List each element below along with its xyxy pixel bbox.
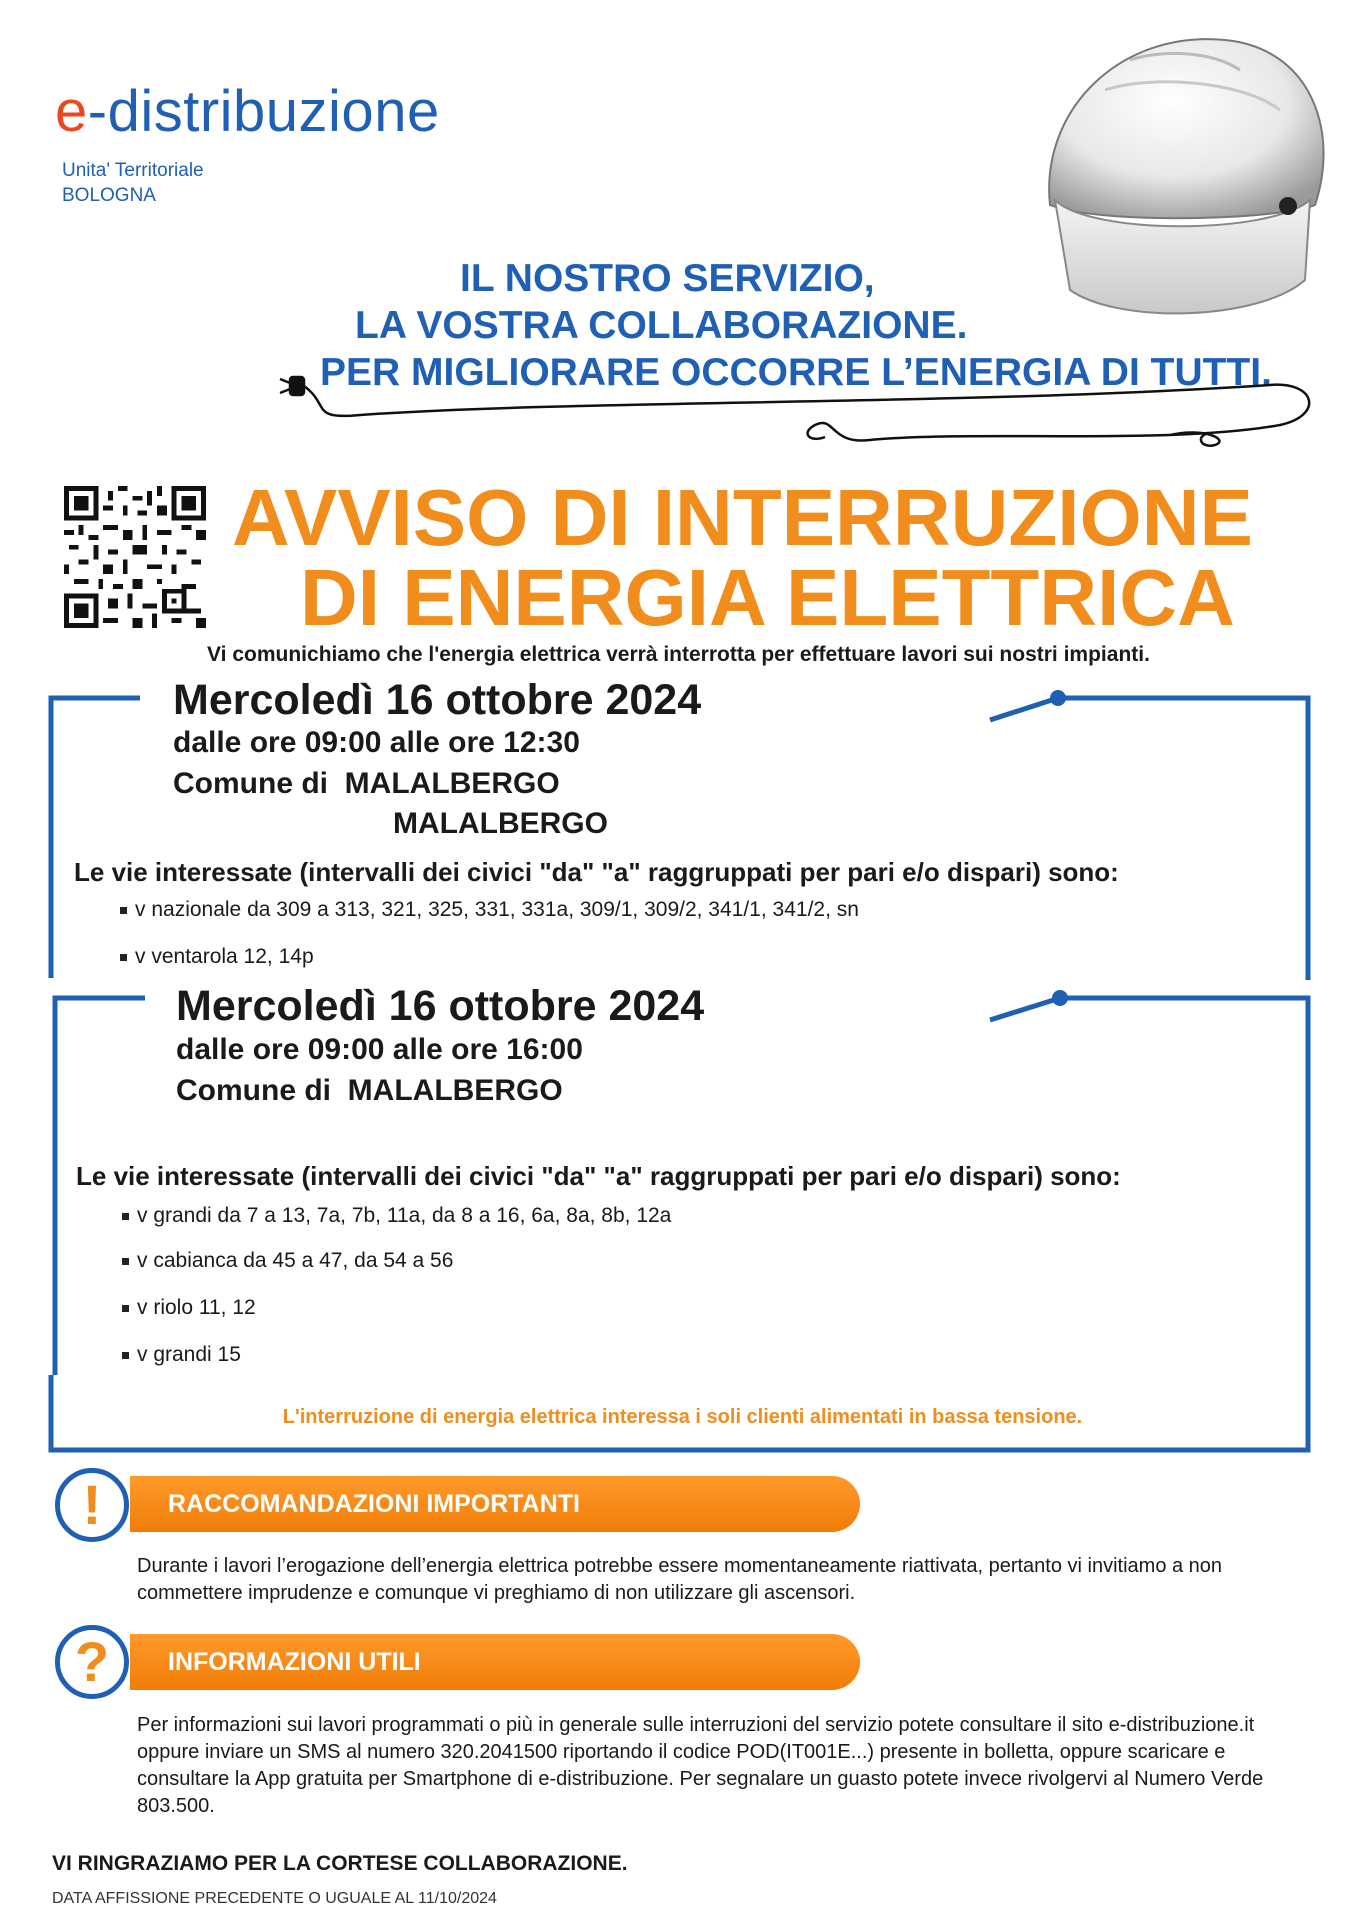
block1-vie-title: Le vie interessate (intervalli dei civici "da" "a" raggruppati per pari e/o dispari) sono: xyxy=(74,857,1119,887)
thanks-text: VI RINGRAZIAMO PER LA CORTESE COLLABORAZIONE. xyxy=(52,1852,628,1875)
info-banner xyxy=(130,1634,860,1690)
block2-vie-title: Le vie interessate (intervalli dei civici "da" "a" raggruppati per pari e/o dispari) sono: xyxy=(76,1161,1121,1191)
unit-info xyxy=(62,158,204,208)
block1-frazione: MALALBERGO xyxy=(393,807,608,840)
plug-cable-icon xyxy=(270,345,1330,450)
info-title: INFORMAZIONI UTILI xyxy=(168,1648,421,1676)
exclamation-icon: ! xyxy=(55,1468,129,1542)
unit-line2: BOLOGNA xyxy=(62,185,156,206)
block2-street: v riolo 11, 12 xyxy=(122,1296,256,1320)
logo xyxy=(55,79,440,144)
block2-comune: Comune di MALALBERGO xyxy=(176,1074,563,1107)
title-line1: AVVISO DI INTERRUZIONE xyxy=(232,473,1253,562)
unit-line1: Unita' Territoriale xyxy=(62,160,204,181)
block1-street: v ventarola 12, 14p xyxy=(120,945,314,969)
posting-date: DATA AFFISSIONE PRECEDENTE O UGUALE AL 11/10/2024 xyxy=(52,1890,497,1907)
block1-comune: Comune di MALALBERGO xyxy=(173,767,560,800)
recommendations-banner xyxy=(130,1476,860,1532)
slogan-line2: LA VOSTRA COLLABORAZIONE. xyxy=(355,304,968,347)
block1-time: dalle ore 09:00 alle ore 12:30 xyxy=(173,726,580,759)
block2-street: v cabianca da 45 a 47, da 54 a 56 xyxy=(122,1249,453,1273)
recommendations-title: RACCOMANDAZIONI IMPORTANTI xyxy=(168,1490,580,1518)
block2-street: v grandi 15 xyxy=(122,1343,241,1367)
logo-e: e xyxy=(55,79,88,144)
block1-street: v nazionale da 309 a 313, 321, 325, 331, 331a, 309/1, 309/2, 341/1, 341/2, sn xyxy=(120,898,859,922)
page-title xyxy=(232,473,1253,642)
intro-text: Vi comunichiamo che l'energia elettrica verrà interrotta per effettuare lavori sui nostri impianti. xyxy=(207,643,1150,666)
block2-street: v grandi da 7 a 13, 7a, 7b, 11a, da 8 a 16, 6a, 8a, 8b, 12a xyxy=(122,1204,671,1228)
logo-text: -distribuzione xyxy=(87,79,440,144)
info-text: Per informazioni sui lavori programmati o più in generale sulle interruzioni del servizio potete consultare il sito e-distribuzione.it oppure inviare un SMS al numero 320.2041500 riportando il codice POD(IT001E...) presente in bolletta, oppure scaricare e consultare la App gratuita per Smartphone di e-distribuzione. Per segnalare un guasto potete invece rivolgervi al Numero Verde 803.500. xyxy=(137,1714,1264,1817)
slogan-line1: IL NOSTRO SERVIZIO, xyxy=(460,257,875,300)
question-icon: ? xyxy=(55,1625,129,1699)
low-voltage-note: L'interruzione di energia elettrica interessa i soli clienti alimentati in bassa tensione. xyxy=(282,1406,1083,1428)
block1-date: Mercoledì 16 ottobre 2024 xyxy=(173,676,702,724)
recommendations-text: Durante i lavori l’erogazione dell’energia elettrica potrebbe essere momentaneamente riattivata, pertanto vi invitiamo a non commettere imprudenze e comunque vi preghiamo di non utilizzare gli ascensori. xyxy=(137,1555,1223,1604)
qr-code[interactable] xyxy=(64,486,206,628)
block2-time: dalle ore 09:00 alle ore 16:00 xyxy=(176,1033,583,1066)
title-line2: DI ENERGIA ELETTRICA xyxy=(300,553,1235,642)
slogan-line3: PER MIGLIORARE OCCORRE L’ENERGIA DI TUTTI. xyxy=(320,351,1272,394)
block2-date: Mercoledì 16 ottobre 2024 xyxy=(176,982,705,1030)
